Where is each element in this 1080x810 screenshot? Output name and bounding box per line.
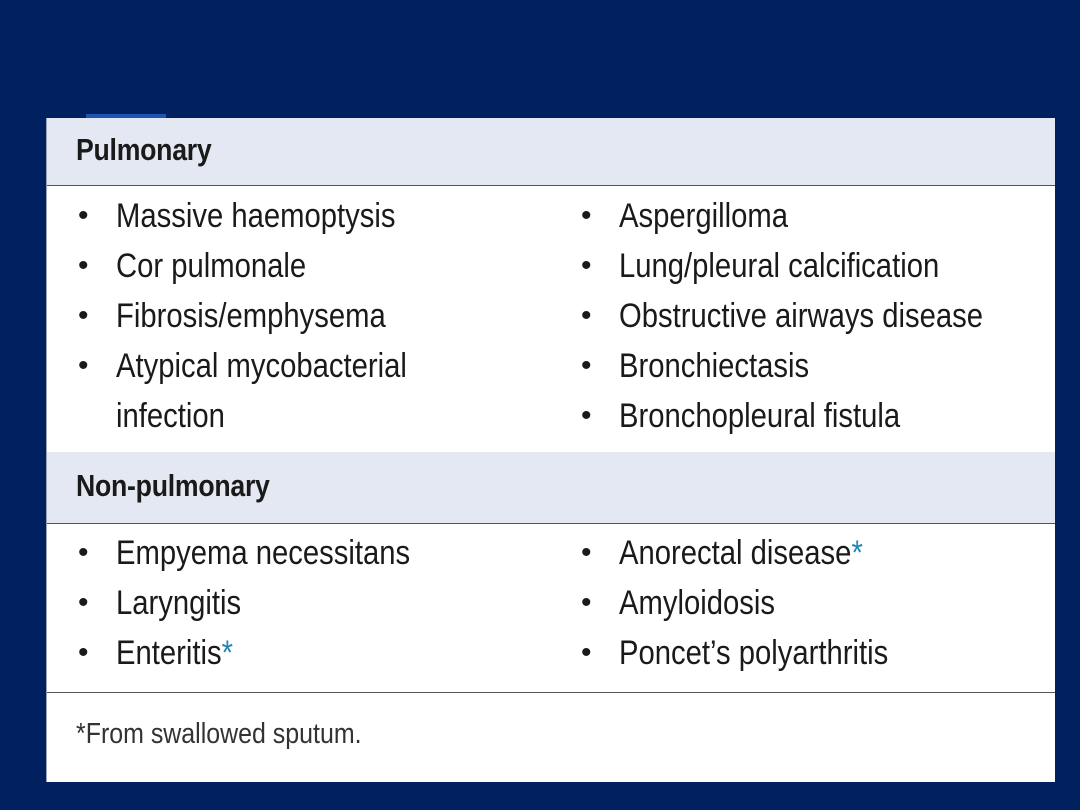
list-item	[579, 291, 1042, 341]
list-item	[579, 191, 1042, 241]
list-item-text: Fibrosis/emphysema	[116, 297, 386, 335]
list-item	[579, 241, 1042, 291]
pulmonary-list-right	[579, 191, 1042, 441]
footnote-divider	[47, 692, 1055, 693]
list-item-text: Poncet’s polyarthritis	[619, 634, 889, 672]
list-item	[579, 578, 932, 628]
list-item	[579, 628, 932, 678]
bullet: •	[78, 299, 89, 332]
bullet: •	[78, 249, 89, 282]
list-item	[76, 528, 458, 578]
bullet: •	[581, 249, 592, 282]
bullet: •	[581, 399, 592, 432]
section-header-pulmonary	[47, 118, 1055, 185]
section-title-pulmonary: Pulmonary	[76, 132, 212, 167]
list-item-text: infection	[116, 397, 225, 435]
list-item	[579, 341, 1042, 391]
list-item-text: Obstructive airways disease	[619, 297, 984, 335]
non-pulmonary-list-left	[76, 528, 458, 678]
list-item	[579, 391, 1042, 441]
bullet: •	[78, 536, 89, 569]
list-item-text: Amyloidosis	[619, 584, 775, 622]
list-item	[76, 341, 454, 391]
list-item-text: Aspergilloma	[619, 197, 789, 235]
bullet: •	[78, 586, 89, 619]
footnote-marker: *	[851, 534, 863, 572]
list-item-continuation	[76, 391, 454, 441]
list-item-text: Enteritis	[116, 634, 222, 672]
bullet: •	[581, 536, 592, 569]
bullet: •	[581, 586, 592, 619]
section-header-non-pulmonary	[47, 452, 1055, 523]
list-item-text: Cor pulmonale	[116, 247, 307, 285]
section-divider	[47, 523, 1055, 524]
pulmonary-list-left	[76, 191, 454, 441]
list-item-text: Atypical mycobacterial	[116, 347, 407, 385]
list-item-text: Bronchiectasis	[619, 347, 810, 385]
list-item	[76, 578, 458, 628]
list-item-text: Lung/pleural calcification	[619, 247, 940, 285]
section-divider	[47, 185, 1055, 186]
list-item-text: Bronchopleural fistula	[619, 397, 901, 435]
section-title-non-pulmonary: Non-pulmonary	[76, 468, 270, 503]
bullet: •	[78, 199, 89, 232]
bullet: •	[78, 349, 89, 382]
bullet: •	[581, 299, 592, 332]
bullet: •	[78, 636, 89, 669]
list-item-text: Laryngitis	[116, 584, 242, 622]
list-item-text: Empyema necessitans	[116, 534, 411, 572]
complications-table	[46, 118, 1055, 782]
list-item	[76, 628, 458, 678]
list-item-text: Massive haemoptysis	[116, 197, 396, 235]
list-item	[579, 528, 932, 578]
bullet: •	[581, 199, 592, 232]
bullet: •	[581, 636, 592, 669]
list-item-text: Anorectal disease	[619, 534, 852, 572]
list-item	[76, 191, 454, 241]
list-item	[76, 241, 454, 291]
bullet: •	[581, 349, 592, 382]
footnote-marker: *	[221, 634, 234, 672]
non-pulmonary-list-right	[579, 528, 932, 678]
list-item	[76, 291, 454, 341]
footnote: *From swallowed sputum.	[76, 718, 362, 750]
